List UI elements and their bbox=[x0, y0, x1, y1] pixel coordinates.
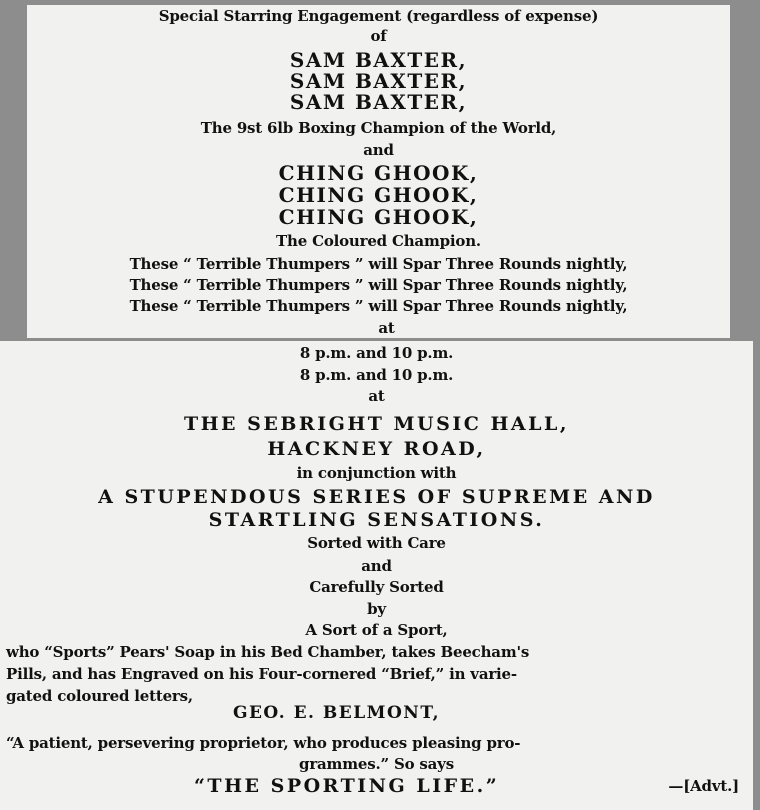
body-line: who “Sports” Pears' Soap in his Bed Chamber, takes Beecham's bbox=[6, 643, 530, 661]
text-at: at bbox=[368, 387, 385, 405]
text-by: by bbox=[367, 600, 386, 618]
name-ching-ghook: CHING GHOOK, bbox=[278, 161, 479, 185]
text-and: and bbox=[361, 557, 392, 575]
venue-street: HACKNEY ROAD, bbox=[267, 438, 486, 460]
name-sam-baxter: SAM BAXTER, bbox=[289, 69, 468, 93]
name-ching-ghook: CHING GHOOK, bbox=[278, 183, 479, 207]
name-sam-baxter: SAM BAXTER, bbox=[289, 90, 468, 114]
text-sort-of-sport: A Sort of a Sport, bbox=[305, 621, 448, 639]
text-and: and bbox=[363, 141, 394, 159]
name-ching-ghook: CHING GHOOK, bbox=[278, 205, 479, 229]
headline-sensations: STARTLING SENSATIONS. bbox=[208, 509, 545, 531]
clipping-bottom bbox=[0, 319, 753, 810]
text-in-conjunction: in conjunction with bbox=[296, 464, 457, 482]
body-line: gated coloured letters, bbox=[6, 687, 193, 705]
body-line: Pills, and has Engraved on his Four-cornered “Brief,” in varie- bbox=[6, 665, 517, 683]
text-of: of bbox=[370, 27, 387, 45]
line-terrible-thumpers: These “ Terrible Thumpers ” will Spar Three Rounds nightly, bbox=[129, 255, 628, 273]
showtime: 8 p.m. and 10 p.m. bbox=[299, 366, 454, 384]
headline-engagement: Special Starring Engagement (regardless of expense) bbox=[158, 7, 599, 25]
line-terrible-thumpers: These “ Terrible Thumpers ” will Spar Three Rounds nightly, bbox=[129, 297, 628, 315]
title-boxing-champion: The 9st 6lb Boxing Champion of the World, bbox=[200, 119, 557, 137]
venue-name: THE SEBRIGHT MUSIC HALL, bbox=[183, 413, 570, 435]
text-carefully-sorted: Carefully Sorted bbox=[309, 578, 444, 596]
advert-mark: —[Advt.] bbox=[668, 777, 739, 795]
quote-line: grammes.” So says bbox=[299, 755, 454, 773]
text-at: at bbox=[378, 319, 395, 337]
name-sam-baxter: SAM BAXTER, bbox=[289, 48, 468, 72]
showtime: 8 p.m. and 10 p.m. bbox=[299, 344, 454, 362]
clipping-top bbox=[27, 5, 730, 338]
sporting-life-credit: “THE SPORTING LIFE.” bbox=[194, 775, 500, 797]
line-terrible-thumpers: These “ Terrible Thumpers ” will Spar Three Rounds nightly, bbox=[129, 276, 628, 294]
proprietor-name: GEO. E. BELMONT, bbox=[232, 703, 441, 723]
text-sorted-with-care: Sorted with Care bbox=[307, 534, 446, 552]
quote-line: “A patient, persevering proprietor, who produces pleasing pro- bbox=[6, 734, 521, 752]
headline-stupendous: A STUPENDOUS SERIES OF SUPREME AND bbox=[98, 486, 655, 508]
title-coloured-champion: The Coloured Champion. bbox=[276, 232, 481, 250]
